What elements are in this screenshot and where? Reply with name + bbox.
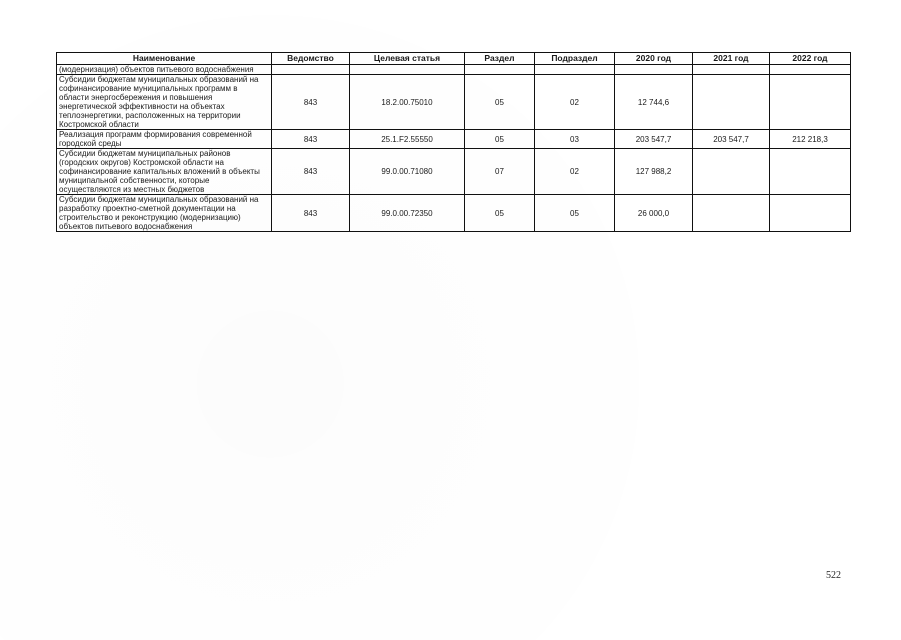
row-department: 843 <box>272 195 350 232</box>
row-2021 <box>693 65 770 75</box>
row-name: Субсидии бюджетам муниципальных районов (городских округов) Костромской области на софинансирование капитальных вложений в объекты муниципальной собственности, которые осуществляются из местных бюджетов <box>57 149 272 195</box>
row-name: Субсидии бюджетам муниципальных образований на софинансирование муниципальных программ в области энергосбережения и повышения энергетической эффективности на объектах теплоэнергетики, расположенных на территории Костромской области <box>57 75 272 130</box>
header-year-2020: 2020 год <box>615 53 693 65</box>
row-2020: 12 744,6 <box>615 75 693 130</box>
header-section: Раздел <box>465 53 535 65</box>
row-2022 <box>770 75 851 130</box>
header-subsection: Подраздел <box>535 53 615 65</box>
table-header-row <box>57 53 851 65</box>
header-year-2022: 2022 год <box>770 53 851 65</box>
row-section: 05 <box>465 130 535 149</box>
row-subsection: 02 <box>535 75 615 130</box>
header-target-article: Целевая статья <box>350 53 465 65</box>
row-section: 05 <box>465 75 535 130</box>
header-department: Ведомство <box>272 53 350 65</box>
row-2020: 203 547,7 <box>615 130 693 149</box>
row-section: 07 <box>465 149 535 195</box>
row-2021 <box>693 75 770 130</box>
table-row <box>57 149 851 195</box>
row-2020 <box>615 65 693 75</box>
row-department: 843 <box>272 130 350 149</box>
table-row <box>57 65 851 75</box>
row-subsection: 05 <box>535 195 615 232</box>
row-department: 843 <box>272 75 350 130</box>
row-subsection: 03 <box>535 130 615 149</box>
row-2021 <box>693 195 770 232</box>
row-department: 843 <box>272 149 350 195</box>
row-2020: 26 000,0 <box>615 195 693 232</box>
table-row <box>57 130 851 149</box>
row-target-article: 25.1.F2.55550 <box>350 130 465 149</box>
row-2021: 203 547,7 <box>693 130 770 149</box>
header-year-2021: 2021 год <box>693 53 770 65</box>
row-2022 <box>770 149 851 195</box>
row-2022 <box>770 65 851 75</box>
row-subsection: 02 <box>535 149 615 195</box>
row-2022 <box>770 195 851 232</box>
row-target-article <box>350 65 465 75</box>
header-name: Наименование <box>57 53 272 65</box>
table-row <box>57 195 851 232</box>
page-number: 522 <box>826 570 841 581</box>
row-name: (модернизация) объектов питьевого водоснабжения <box>57 65 272 75</box>
table-row <box>57 75 851 130</box>
row-name: Реализация программ формирования современной городской среды <box>57 130 272 149</box>
row-target-article: 99.0.00.71080 <box>350 149 465 195</box>
row-section: 05 <box>465 195 535 232</box>
row-target-article: 18.2.00.75010 <box>350 75 465 130</box>
row-target-article: 99.0.00.72350 <box>350 195 465 232</box>
row-2021 <box>693 149 770 195</box>
row-department <box>272 65 350 75</box>
row-subsection <box>535 65 615 75</box>
row-2022: 212 218,3 <box>770 130 851 149</box>
row-name: Субсидии бюджетам муниципальных образований на разработку проектно-сметной документации на строительство и реконструкцию (модернизацию) объектов питьевого водоснабжения <box>57 195 272 232</box>
budget-table <box>56 52 851 232</box>
row-2020: 127 988,2 <box>615 149 693 195</box>
row-section <box>465 65 535 75</box>
